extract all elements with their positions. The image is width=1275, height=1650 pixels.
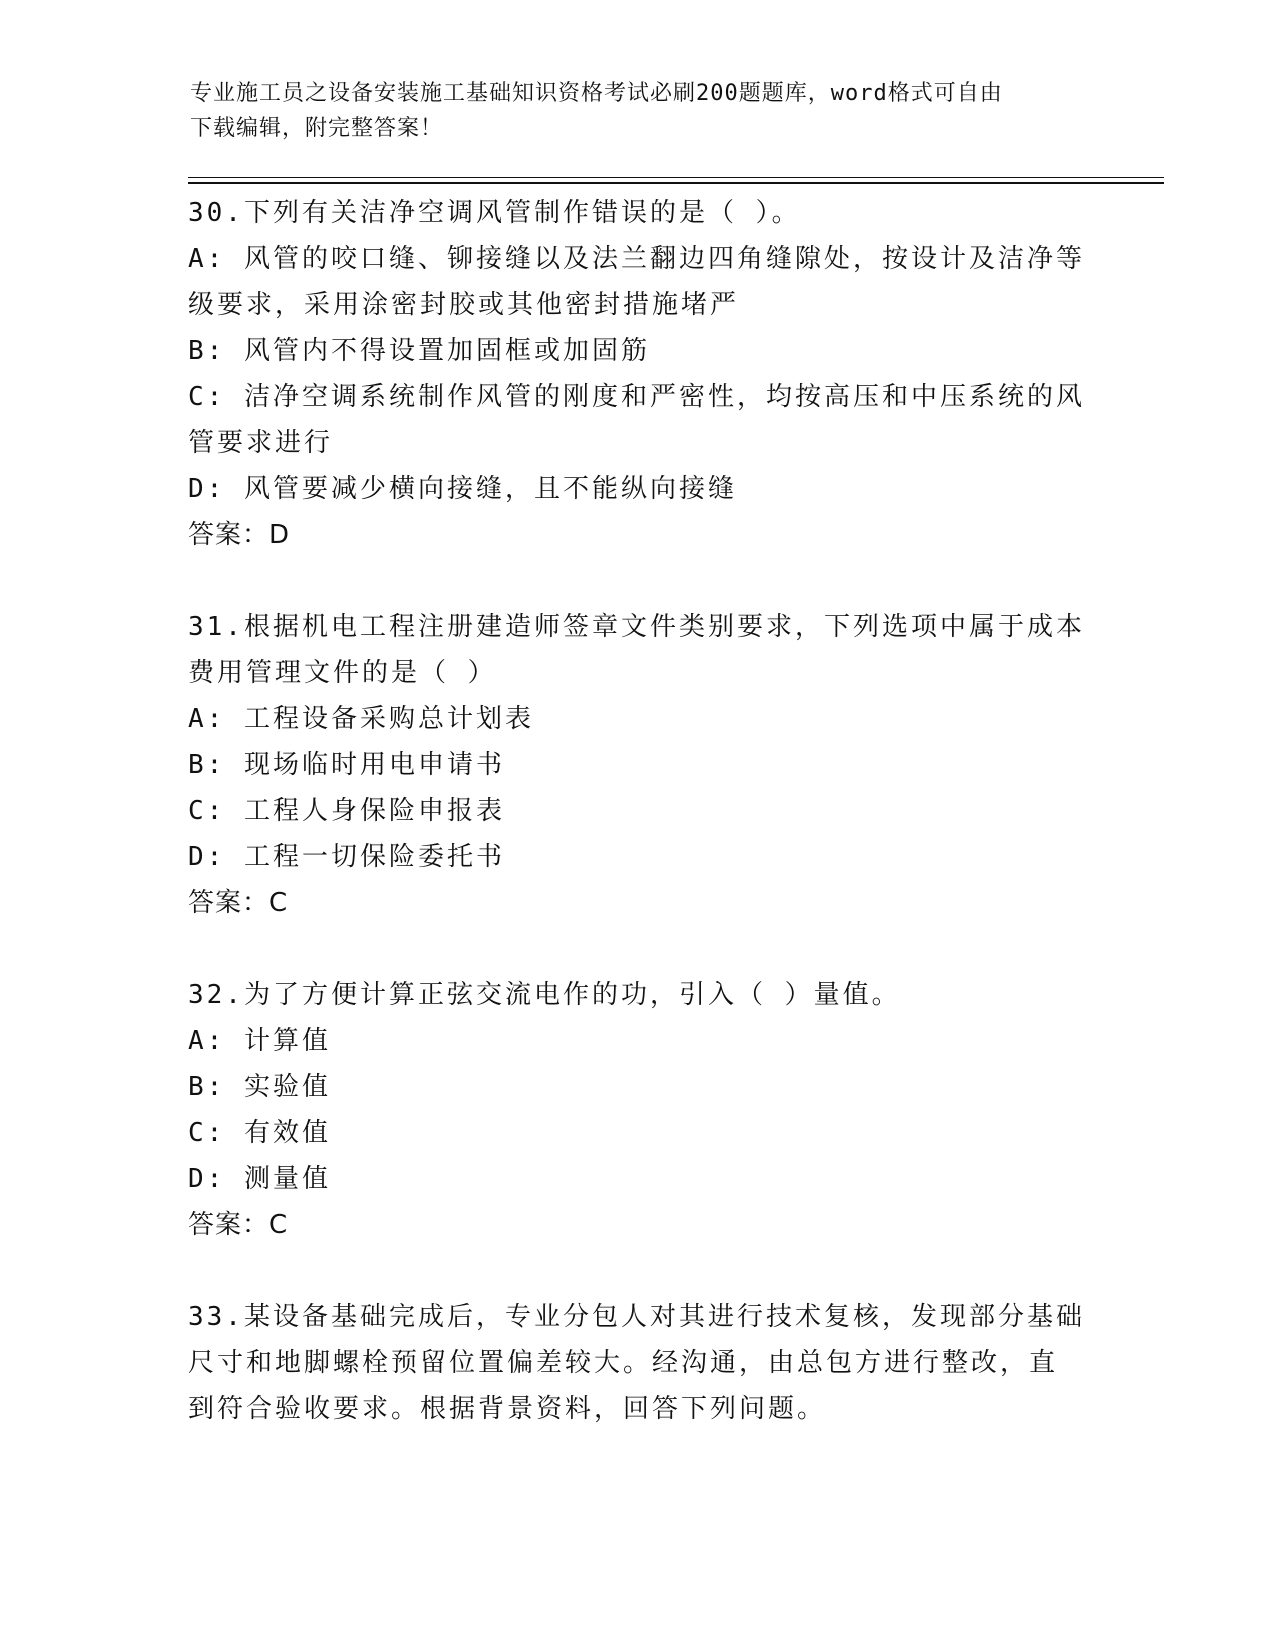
- option-a: A: 风管的咬口缝、铆接缝以及法兰翻边四角缝隙处，按设计及洁净等: [188, 244, 1085, 274]
- option-d: D: 工程一切保险委托书: [188, 842, 505, 872]
- answer: 答案：D: [188, 520, 291, 550]
- option-a-cont: 级要求，采用涂密封胶或其他密封措施堵严: [188, 290, 740, 320]
- header-divider-thin: [188, 177, 1164, 178]
- option-c-cont: 管要求进行: [188, 428, 334, 458]
- option-a: A: 工程设备采购总计划表: [188, 704, 534, 734]
- question-31: [188, 604, 1088, 926]
- header-line-1: 专业施工员之设备安装施工基础知识资格考试必刷200题题库，word格式可自由: [190, 81, 1003, 106]
- option-b: B: 风管内不得设置加固框或加固筋: [188, 336, 650, 366]
- question-stem: 31.根据机电工程注册建造师签章文件类别要求，下列选项中属于成本: [188, 612, 1085, 642]
- question-30: [188, 190, 1088, 558]
- answer: 答案：C: [188, 1210, 289, 1240]
- spacer: [188, 926, 1088, 972]
- header-line-2: 下载编辑，附完整答案！: [190, 116, 444, 141]
- question-stem: 32.为了方便计算正弦交流电作的功，引入（ ）量值。: [188, 980, 901, 1010]
- option-d: D: 测量值: [188, 1164, 331, 1194]
- option-c: C: 洁净空调系统制作风管的刚度和严密性，均按高压和中压系统的风: [188, 382, 1085, 412]
- option-c: C: 有效值: [188, 1118, 331, 1148]
- header-divider-thick: [188, 182, 1164, 184]
- question-33: [188, 1294, 1088, 1432]
- option-b: B: 实验值: [188, 1072, 331, 1102]
- question-stem-cont: 尺寸和地脚螺栓预留位置偏差较大。经沟通，由总包方进行整改，直: [188, 1348, 1059, 1378]
- question-32: [188, 972, 1088, 1248]
- spacer: [188, 558, 1088, 604]
- question-stem-cont: 到符合验收要求。根据背景资料，回答下列问题。: [188, 1394, 827, 1424]
- question-list: [188, 190, 1088, 1432]
- question-stem: 30.下列有关洁净空调风管制作错误的是（ ）。: [188, 198, 801, 228]
- question-stem: 33.某设备基础完成后，专业分包人对其进行技术复核，发现部分基础: [188, 1302, 1085, 1332]
- option-b: B: 现场临时用电申请书: [188, 750, 505, 780]
- option-d: D: 风管要减少横向接缝，且不能纵向接缝: [188, 474, 737, 504]
- option-a: A: 计算值: [188, 1026, 331, 1056]
- question-stem-cont: 费用管理文件的是（ ）: [188, 658, 497, 688]
- document-header: [190, 76, 1090, 146]
- option-c: C: 工程人身保险申报表: [188, 796, 505, 826]
- answer: 答案：C: [188, 888, 289, 918]
- spacer: [188, 1248, 1088, 1294]
